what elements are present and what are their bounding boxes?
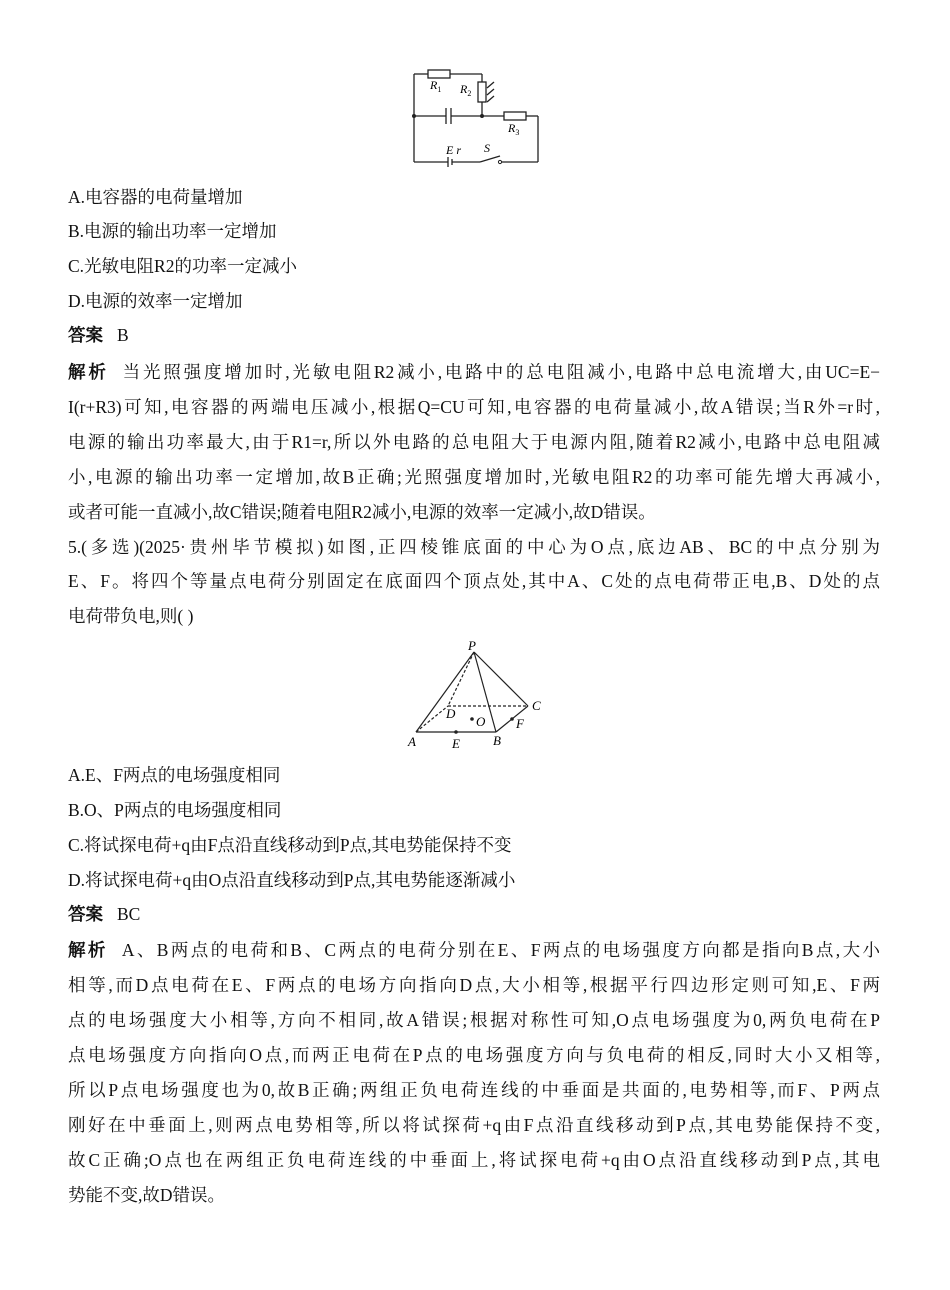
q5-option-c: C.将试探电荷+q由F点沿直线移动到P点,其电势能保持不变 bbox=[68, 835, 512, 855]
label-p: P bbox=[468, 638, 476, 653]
resistor-r1 bbox=[428, 70, 450, 78]
answer-label: 答案 bbox=[68, 904, 103, 924]
resistor-r2 bbox=[478, 82, 486, 102]
answer-value: BC bbox=[117, 904, 141, 924]
q5-stem-line-2: E、F。将四个等量点电荷分别固定在底面四个顶点处,其中A、C处的点电荷带正电,B、D处的点 bbox=[68, 571, 880, 591]
q4-analysis-line-4: 小,电源的输出功率一定增加,故B正确;光照强度增加时,光敏电阻R2的功率可能先增大再减小, bbox=[68, 467, 880, 487]
label-r1: $R_1$ bbox=[430, 78, 442, 94]
q5-analysis-line-8: 势能不变,故D错误。 bbox=[68, 1185, 226, 1205]
q4-option-d: D.电源的效率一定增加 bbox=[68, 291, 243, 311]
junction-dot bbox=[480, 114, 484, 118]
q5-analysis-line-1: 解析 A、B两点的电荷和B、C两点的电荷分别在E、F两点的电场强度方向都是指向B点,大小 bbox=[68, 940, 880, 960]
q4-answer bbox=[68, 322, 129, 348]
q5-analysis-line-3: 点的电场强度大小相等,方向不相同,故A错误;根据对称性可知,O点电场强度为0,两负电荷在P bbox=[68, 1010, 880, 1030]
q4-option-b: B.电源的输出功率一定增加 bbox=[68, 221, 277, 241]
q4-option-c: C.光敏电阻R2的功率一定减小 bbox=[68, 256, 297, 276]
q4-analysis-line-2: I(r+R3)可知,电容器的两端电压减小,根据Q=CU可知,电容器的电荷量减小,故A错误;当R外=r时, bbox=[68, 397, 880, 417]
label-d: D bbox=[446, 706, 456, 721]
q5-stem-line-1: 5.(多选)(2025·贵州毕节模拟)如图,正四棱锥底面的中心为O点,底边AB、BC的中点分别为 bbox=[68, 537, 880, 557]
label-c: C bbox=[532, 698, 541, 713]
answer-value: B bbox=[117, 325, 129, 345]
q5-stem-line-3: 电荷带负电,则( ) bbox=[68, 606, 194, 626]
pyramid-diagram bbox=[404, 638, 554, 750]
q5-option-b: B.O、P两点的电场强度相同 bbox=[68, 800, 282, 820]
point-f bbox=[510, 717, 514, 721]
label-r2: $R_2$ bbox=[460, 82, 472, 98]
label-e: E bbox=[452, 736, 460, 750]
label-f: F bbox=[516, 716, 524, 731]
q5-answer bbox=[68, 901, 140, 927]
circuit-diagram bbox=[408, 64, 548, 170]
q4-analysis-line-3: 电源的输出功率最大,由于R1=r,所以外电路的总电阻大于电源内阻,随着R2减小,电路中总电阻减 bbox=[68, 432, 880, 452]
label-emf: E r bbox=[446, 143, 461, 157]
label-b: B bbox=[493, 733, 501, 748]
point-e bbox=[454, 730, 458, 734]
label-a: A bbox=[408, 734, 416, 749]
answer-label: 答案 bbox=[68, 325, 103, 345]
label-switch: S bbox=[484, 141, 490, 155]
analysis-label: 解析 bbox=[68, 940, 108, 960]
q5-option-d: D.将试探电荷+q由O点沿直线移动到P点,其电势能逐渐减小 bbox=[68, 870, 516, 890]
q5-analysis-line-4: 点电场强度方向指向O点,而两正电荷在P点的电场强度方向与负电荷的相反,同时大小又相等, bbox=[68, 1045, 880, 1065]
q5-analysis-line-5: 所以P点电场强度也为0,故B正确;两组正负电荷连线的中垂面是共面的,电势相等,而F、P两点 bbox=[68, 1080, 880, 1100]
analysis-label: 解析 bbox=[68, 362, 109, 382]
q5-analysis-line-7: 故C正确;O点也在两组正负电荷连线的中垂面上,将试探电荷+q由O点沿直线移动到P点,其电 bbox=[68, 1150, 880, 1170]
junction-dot bbox=[412, 114, 416, 118]
label-o: O bbox=[476, 714, 486, 729]
q5-option-a: A.E、F两点的电场强度相同 bbox=[68, 765, 281, 785]
point-o bbox=[470, 717, 474, 721]
q4-analysis-line-5: 或者可能一直减小,故C错误;随着电阻R2减小,电源的效率一定减小,故D错误。 bbox=[68, 502, 656, 522]
q4-analysis-line-1: 解析 当光照强度增加时,光敏电阻R2减小,电路中的总电阻减小,电路中总电流增大,由UC=E− bbox=[68, 362, 881, 382]
label-r3: $R_3$ bbox=[508, 121, 520, 137]
q5-analysis-line-6: 刚好在中垂面上,则两点电势相等,所以将试探荷+q由F点沿直线移动到P点,其电势能保持不变, bbox=[68, 1115, 880, 1135]
q4-option-a: A.电容器的电荷量增加 bbox=[68, 187, 243, 207]
q5-analysis-line-2: 相等,而D点电荷在E、F两点的电场方向指向D点,大小相等,根据平行四边形定则可知,E、F两 bbox=[68, 975, 880, 995]
switch bbox=[480, 156, 500, 162]
resistor-r3 bbox=[504, 112, 526, 120]
